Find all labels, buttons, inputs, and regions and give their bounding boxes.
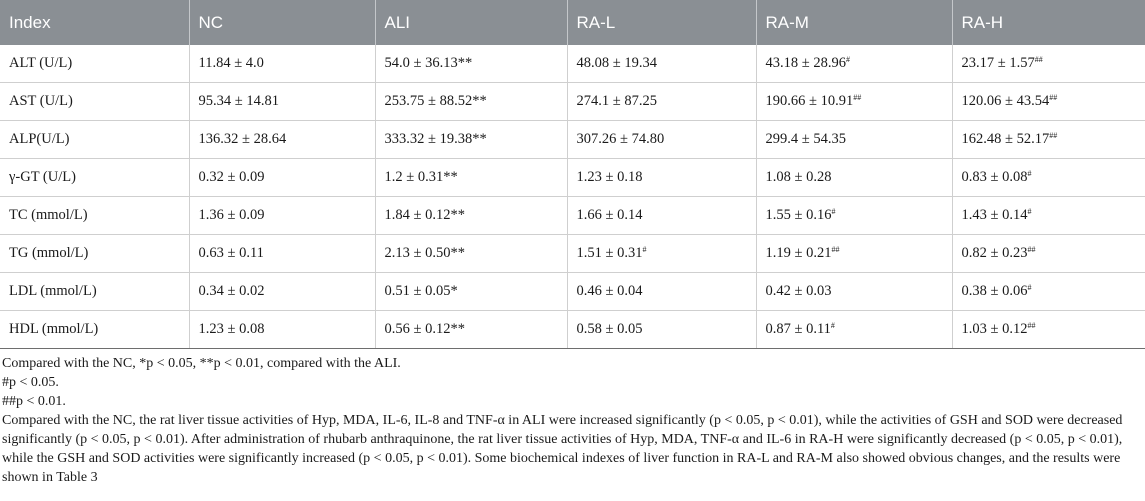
table-footnotes	[0, 349, 1145, 487]
cell-value: 274.1 ± 87.25	[576, 93, 657, 109]
cell-value: 253.75 ± 88.52**	[384, 93, 487, 109]
cell-ra-m	[756, 311, 952, 349]
cell-ra-h	[952, 311, 1145, 349]
footnote-significance-double-hash: ##p < 0.01.	[2, 394, 66, 409]
cell-value: 0.58 ± 0.05	[576, 321, 643, 337]
cell-value: 11.84 ± 4.0	[198, 55, 264, 71]
cell-value: 1.36 ± 0.09	[198, 207, 265, 223]
cell-value: 0.56 ± 0.12**	[384, 321, 465, 337]
header-ra-l: RA-L	[567, 0, 756, 45]
significance-mark: #	[1027, 169, 1032, 178]
cell-ra-l	[567, 235, 756, 273]
header-ra-m: RA-M	[756, 0, 952, 45]
cell-ali	[375, 121, 567, 159]
cell-value: 1.51 ± 0.31	[576, 245, 643, 261]
cell-value: 333.32 ± 19.38**	[384, 131, 487, 147]
cell-value: 0.63 ± 0.11	[198, 245, 264, 261]
cell-nc	[189, 159, 375, 197]
cell-value: 1.19 ± 0.21	[765, 245, 832, 261]
cell-ra-l	[567, 45, 756, 83]
cell-ra-l	[567, 159, 756, 197]
cell-ra-m	[756, 197, 952, 235]
footnote-significance-single-hash: #p < 0.05.	[2, 375, 59, 390]
cell-ra-m	[756, 159, 952, 197]
significance-mark: #	[1027, 283, 1032, 292]
cell-value: 0.83 ± 0.08	[961, 169, 1028, 185]
significance-mark: #	[831, 207, 836, 216]
significance-mark: #	[642, 245, 647, 254]
table-row	[0, 121, 1145, 159]
significance-mark: ##	[1027, 245, 1036, 254]
cell-nc	[189, 83, 375, 121]
header-ra-h: RA-H	[952, 0, 1145, 45]
cell-index	[0, 83, 189, 121]
cell-ali	[375, 83, 567, 121]
table-row	[0, 273, 1145, 311]
cell-nc	[189, 45, 375, 83]
table-row	[0, 197, 1145, 235]
cell-nc	[189, 311, 375, 349]
cell-value: 1.23 ± 0.08	[198, 321, 265, 337]
cell-ra-l	[567, 121, 756, 159]
cell-value: 2.13 ± 0.50**	[384, 245, 465, 261]
cell-ra-m	[756, 121, 952, 159]
significance-mark: ##	[1049, 131, 1058, 140]
cell-index	[0, 273, 189, 311]
cell-ra-h	[952, 83, 1145, 121]
cell-value: 43.18 ± 28.96	[765, 55, 846, 71]
cell-index	[0, 311, 189, 349]
significance-mark: ##	[1027, 321, 1036, 330]
cell-ra-h	[952, 45, 1145, 83]
cell-value: 120.06 ± 43.54	[961, 93, 1050, 109]
significance-mark: ##	[853, 93, 862, 102]
header-row	[0, 0, 1145, 45]
cell-ra-l	[567, 83, 756, 121]
cell-ali	[375, 311, 567, 349]
cell-ali	[375, 45, 567, 83]
header-ali: ALI	[375, 0, 567, 45]
cell-value: 0.46 ± 0.04	[576, 283, 643, 299]
significance-mark: ##	[1049, 93, 1058, 102]
cell-value: 307.26 ± 74.80	[576, 131, 665, 147]
cell-value: γ-GT (U/L)	[9, 169, 76, 185]
cell-value: 190.66 ± 10.91	[765, 93, 854, 109]
results-paragraph: Compared with the NC, the rat liver tissue activities of Hyp, MDA, IL-6, IL-8 and TNF-α in ALI were increased significantly (p < 0.05, p < 0.01), while the activities of GSH and SOD were decreased significantly (p < 0.05, p < 0.01). After administration of rhubarb anthraquinone, the rat liver tissue activities of Hyp, MDA, TNF-α and IL-6 in RA-H were significantly decreased (p < 0.05, p < 0.01), while the GSH and SOD activities were significantly increased (p < 0.05, p < 0.01). Some biochemical indexes of liver function in RA-L and RA-M also showed obvious changes, and the results were shown in Table 3	[2, 413, 1123, 485]
cell-nc	[189, 197, 375, 235]
table-row	[0, 311, 1145, 349]
cell-ra-m	[756, 273, 952, 311]
cell-index	[0, 121, 189, 159]
cell-value: 0.34 ± 0.02	[198, 283, 265, 299]
cell-ra-l	[567, 197, 756, 235]
cell-nc	[189, 273, 375, 311]
cell-ali	[375, 273, 567, 311]
significance-mark: #	[830, 321, 835, 330]
cell-ra-l	[567, 311, 756, 349]
cell-index	[0, 45, 189, 83]
table-body	[0, 45, 1145, 349]
cell-ali	[375, 159, 567, 197]
cell-value: 162.48 ± 52.17	[961, 131, 1050, 147]
table-row	[0, 235, 1145, 273]
cell-value: 0.82 ± 0.23	[961, 245, 1028, 261]
cell-index	[0, 235, 189, 273]
cell-ra-h	[952, 235, 1145, 273]
cell-value: ALP(U/L)	[9, 131, 70, 147]
cell-value: 54.0 ± 36.13**	[384, 55, 473, 71]
cell-nc	[189, 235, 375, 273]
cell-ra-m	[756, 83, 952, 121]
cell-index	[0, 159, 189, 197]
cell-ra-h	[952, 197, 1145, 235]
significance-mark: ##	[831, 245, 840, 254]
cell-value: 0.38 ± 0.06	[961, 283, 1028, 299]
cell-value: 1.2 ± 0.31**	[384, 169, 458, 185]
cell-value: 0.42 ± 0.03	[765, 283, 832, 299]
cell-value: 95.34 ± 14.81	[198, 93, 279, 109]
header-index: Index	[0, 0, 189, 45]
table-header	[0, 0, 1145, 45]
cell-value: 1.55 ± 0.16	[765, 207, 832, 223]
cell-ra-h	[952, 121, 1145, 159]
cell-value: 1.03 ± 0.12	[961, 321, 1028, 337]
significance-mark: #	[845, 55, 850, 64]
cell-ra-m	[756, 45, 952, 83]
cell-nc	[189, 121, 375, 159]
cell-value: 0.87 ± 0.11	[765, 321, 831, 337]
cell-value: ALT (U/L)	[9, 55, 73, 71]
cell-value: 1.08 ± 0.28	[765, 169, 832, 185]
cell-value: 48.08 ± 19.34	[576, 55, 657, 71]
cell-value: 1.84 ± 0.12**	[384, 207, 465, 223]
cell-value: 0.51 ± 0.05*	[384, 283, 458, 299]
cell-ra-l	[567, 273, 756, 311]
cell-ali	[375, 235, 567, 273]
cell-value: 1.23 ± 0.18	[576, 169, 643, 185]
cell-value: 299.4 ± 54.35	[765, 131, 846, 147]
cell-value: HDL (mmol/L)	[9, 321, 99, 337]
header-nc: NC	[189, 0, 375, 45]
footnote-significance-nc: Compared with the NC, *p < 0.05, **p < 0.01, compared with the ALI.	[2, 356, 401, 371]
significance-mark: #	[1027, 207, 1032, 216]
cell-value: TG (mmol/L)	[9, 245, 89, 261]
cell-value: 0.32 ± 0.09	[198, 169, 265, 185]
cell-value: AST (U/L)	[9, 93, 73, 109]
table-row	[0, 83, 1145, 121]
table-row	[0, 159, 1145, 197]
table-row	[0, 45, 1145, 83]
significance-mark: ##	[1034, 55, 1043, 64]
cell-value: LDL (mmol/L)	[9, 283, 97, 299]
cell-value: 1.66 ± 0.14	[576, 207, 643, 223]
cell-value: 23.17 ± 1.57	[961, 55, 1035, 71]
cell-value: 136.32 ± 28.64	[198, 131, 287, 147]
cell-index	[0, 197, 189, 235]
cell-value: TC (mmol/L)	[9, 207, 88, 223]
cell-ra-m	[756, 235, 952, 273]
cell-value: 1.43 ± 0.14	[961, 207, 1028, 223]
cell-ra-h	[952, 159, 1145, 197]
cell-ra-h	[952, 273, 1145, 311]
cell-ali	[375, 197, 567, 235]
